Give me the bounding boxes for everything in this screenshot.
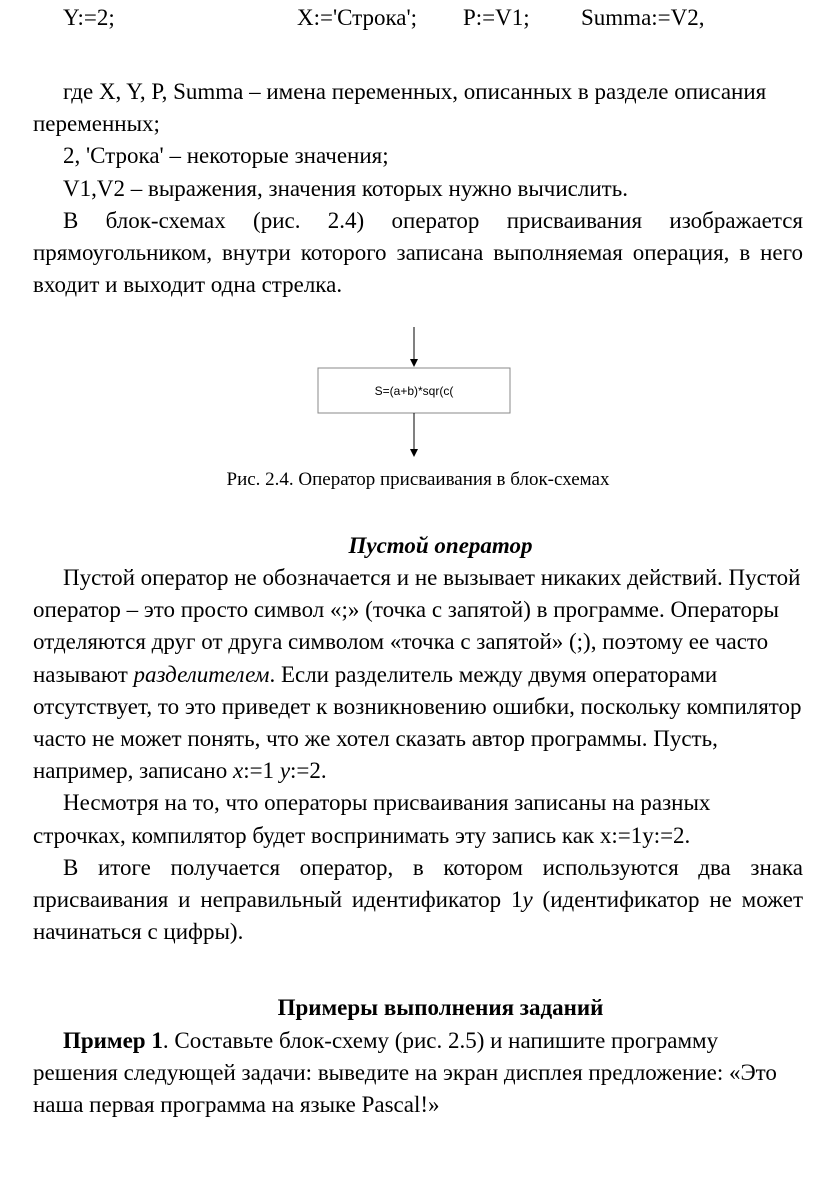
figure-caption: Рис. 2.4. Оператор присваивания в блок-схемах xyxy=(226,469,610,491)
text-part: :=1 xyxy=(243,758,280,784)
para-values: 2, 'Строка' – некоторые значения; xyxy=(63,143,389,169)
var-y: y xyxy=(279,758,291,784)
section-title-examples: Примеры выполнения заданий xyxy=(277,995,604,1021)
var-x: x xyxy=(232,758,244,784)
para-result xyxy=(33,852,803,949)
emphasis-separator: разделителем xyxy=(133,661,270,687)
para-variables: где X, Y, P, Summa – имена переменных, описанных в разделе описания переменных; xyxy=(33,79,767,137)
text-part: :=2. xyxy=(290,758,327,784)
outgoing-arrowhead xyxy=(410,449,418,457)
flowchart-figure xyxy=(33,327,803,457)
para-example-1 xyxy=(33,1025,803,1122)
process-box-text: S=(a+b)*sqr(c( xyxy=(374,384,454,399)
example-label: Пример 1 xyxy=(63,1027,163,1053)
assign-p: P:=V1; xyxy=(463,5,530,30)
text-part: (идентификатор не может начинаться с цифры). xyxy=(33,886,803,945)
text-part: В итоге получается оператор, в котором используются два знака присваивания и неправильный идентификатор 1 xyxy=(33,854,803,912)
text-part: Пустой оператор не обозначается и не вызывает никаких действий. Пустой оператор – это просто символ «;» (точка с запятой) в программе. Операторы отделяются друг от друга символом «точка с запятой» (;), поэтому ее часто называют xyxy=(33,565,801,687)
para-expressions: V1,V2 – выражения, значения которых нужно вычислить. xyxy=(63,175,628,201)
para-different-lines: Несмотря на то, что операторы присваивания записаны на разных строчках, компилятор будет воспринимать эту запись как x:=1y:=2. xyxy=(33,790,711,848)
var-y: y xyxy=(522,886,533,912)
incoming-arrowhead xyxy=(410,359,418,367)
document-page xyxy=(33,0,803,1121)
assign-summa: Summa:=V2, xyxy=(581,5,705,30)
section-title-empty-operator: Пустой оператор xyxy=(348,532,533,558)
assign-y: Y:=2; xyxy=(63,5,115,30)
assignment-examples xyxy=(33,2,803,38)
para-flowchart-description: В блок-схемах (рис. 2.4) оператор присваивания изображается прямоугольником, внутри которого записана выполняемая операция, в него входит и выходит одна стрелка. xyxy=(33,207,803,298)
example-text: . Составьте блок-схему (рис. 2.5) и напишите программу решения следующей задачи: выведите на экран дисплея предложение: «Это наша первая программа на языке Pascal!» xyxy=(33,1027,777,1117)
text-part: . Если разделитель между двумя операторами отсутствует, то это приведет к возникновению ошибки, поскольку компилятор часто не может понять, что же хотел сказать автор программы. Пусть, например, записано xyxy=(33,661,802,784)
assign-x: X:='Строка'; xyxy=(297,5,418,30)
para-empty-operator xyxy=(33,562,803,787)
flowchart-svg xyxy=(33,327,803,467)
